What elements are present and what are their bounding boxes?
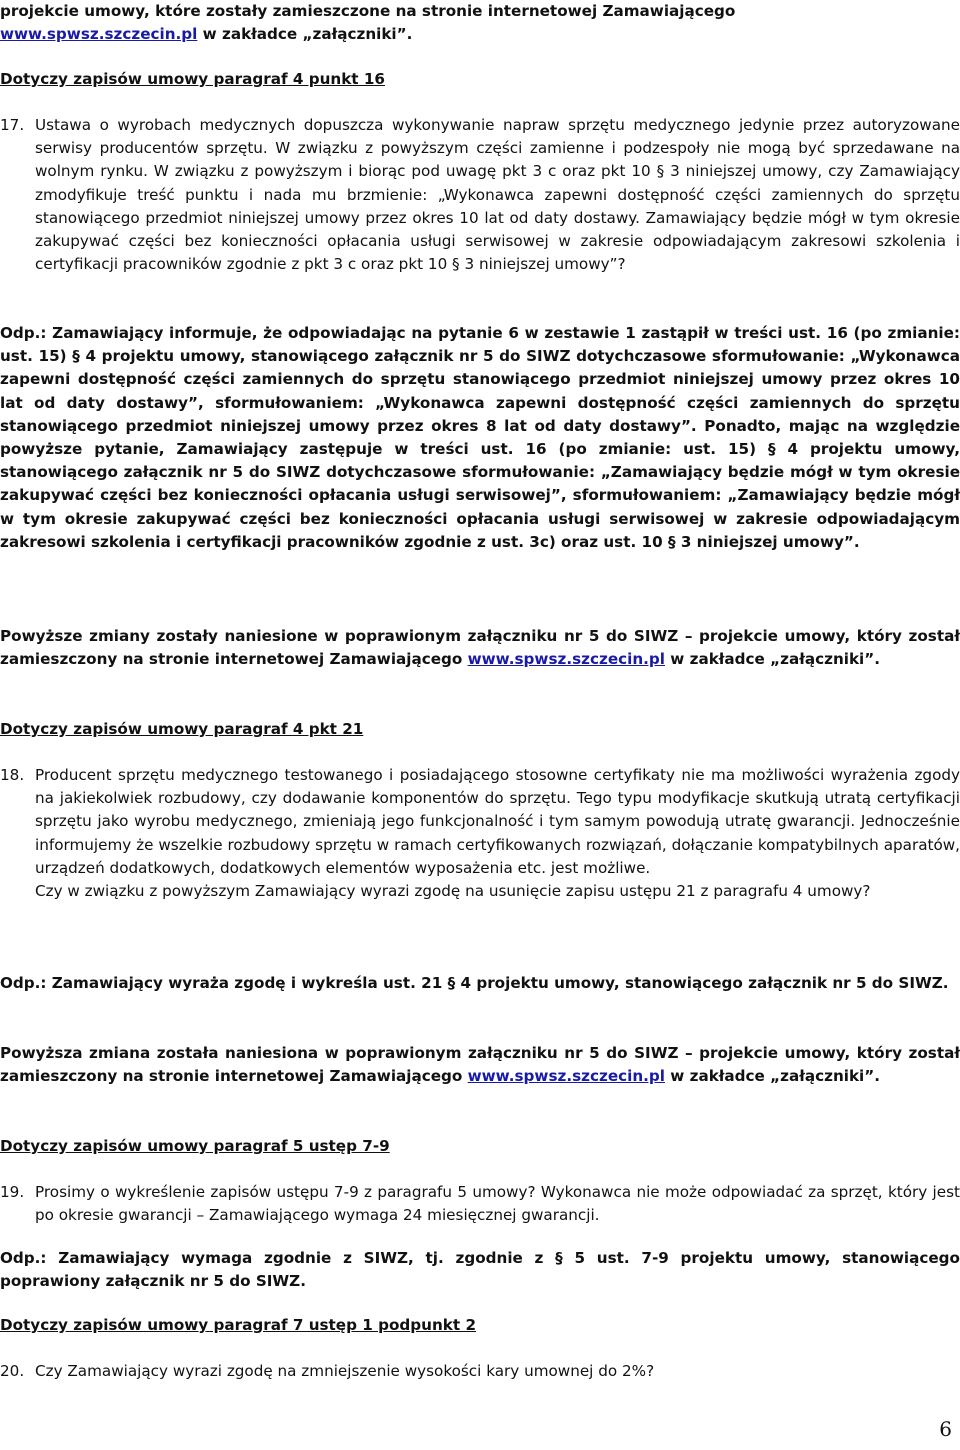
intro-text-rest: w zakładce „załączniki”. [197, 25, 413, 44]
note-18 [0, 1042, 960, 1088]
section-heading-4-16: Dotyczy zapisów umowy paragraf 4 punkt 16 [0, 70, 385, 88]
question-text: Ustawa o wyrobach medycznych dopuszcza wykonywanie napraw sprzętu medycznego jedynie przez autoryzowane serwisy producentów sprzętu. W związku z powyższym części zamienne i podzespoły nie mogą być sprzedawane na wolnym rynku. W związku z powyższym i biorąc pod uwagę pkt 3 c oraz pkt 10 § 3 niniejszej umowy, czy Zamawiający zmodyfikuje treść punktu i nada mu brzmienie: „Wykonawca zapewni dostępność części zamiennych do sprzętu stanowiącego przedmiot niniejszej umowy przez okres 10 lat od daty dostawy. Zamawiający będzie mógł w tym okresie zakupywać części bez konieczności opłacania usługi serwisowej w zakresie odpowiadającym zakresowi szkolenia i certyfikacji pracowników zgodnie z pkt 3 c oraz pkt 10 § 3 niniejszej umowy”? [35, 116, 960, 274]
note-text: Powyższa zmiana została naniesiona w poprawionym załączniku nr 5 do SIWZ – projekcie umowy, który został zamieszczony na stronie internetowej Zamawiającego [0, 1044, 960, 1086]
question-number: 20. [0, 1362, 25, 1380]
note-text-rest: w zakładce „załączniki”. [665, 650, 881, 669]
question-text: Prosimy o wykreślenie zapisów ustępu 7-9 z paragrafu 5 umowy? Wykonawca nie może odpowiadać za sprzęt, który jest po okresie gwarancji – Zamawiającego wymaga 24 miesięcznej gwarancji. [35, 1183, 960, 1225]
intro-paragraph [0, 0, 960, 46]
note-17 [0, 625, 960, 671]
page-number: 6 [939, 1417, 952, 1441]
intro-text: projekcie umowy, które zostały zamieszczone na stronie internetowej Zamawiającego [0, 2, 736, 20]
question-text-part2: Czy w związku z powyższym Zamawiający wyrazi zgodę na usunięcie zapisu ustępu 21 z paragrafu 4 umowy? [35, 882, 871, 901]
note-link[interactable]: www.spwsz.szczecin.pl [467, 1067, 665, 1086]
question-number: 18. [0, 766, 25, 784]
question-text [35, 764, 960, 903]
section-heading-7-1-2: Dotyczy zapisów umowy paragraf 7 ustęp 1 podpunkt 2 [0, 1316, 477, 1334]
question-number: 17. [0, 116, 25, 134]
section-heading-4-21: Dotyczy zapisów umowy paragraf 4 pkt 21 [0, 720, 364, 738]
note-link[interactable]: www.spwsz.szczecin.pl [467, 650, 665, 669]
intro-link[interactable]: www.spwsz.szczecin.pl [0, 25, 198, 44]
note-text: Powyższe zmiany zostały naniesione w poprawionym załączniku nr 5 do SIWZ – projekcie umowy, który został zamieszczony na stronie internetowej Zamawiającego [0, 627, 960, 669]
question-text-part1: Producent sprzętu medycznego testowanego i posiadającego stosowne certyfikaty nie ma możliwości wyrażenia zgody na jakiekolwiek rozbudowy, czy dodawanie komponentów do sprzętu. Tego typu modyfikacje skutkują utratą certyfikacji sprzętu jako wyrobu medycznego, zmieniają jego funkcjonalność i tym samym powodują utratę gwarancji. Jednocześnie informujemy że wszelkie rozbudowy sprzętu w ramach certyfikowanych rozwiązań, dołączanie kompatybilnych aparatów, urządzeń dodatkowych, dodatkowych elementów wyposażenia etc. jest możliwe. [35, 766, 960, 877]
note-text-rest: w zakładce „załączniki”. [665, 1067, 881, 1086]
answer-17: Odp.: Zamawiający informuje, że odpowiadając na pytanie 6 w zestawie 1 zastąpił w treści ust. 16 (po zmianie: ust. 15) § 4 projektu umowy, stanowiącego załącznik nr 5 do SIWZ dotychczasowe sformułowanie: „Wykonawca zapewni dostępność części zamiennych do sprzętu stanowiącego przedmiot niniejszej umowy przez okres 10 lat od daty dostawy”, sformułowaniem: „Wykonawca zapewni dostępność części zamiennych do sprzętu stanowiącego przedmiot niniejszej umowy przez okres 8 lat od daty dostawy”. Ponadto, mając na względzie powyższe pytanie, Zamawiający zastępuje w treści ust. 16 (po zmianie: ust. 15) § 4 projektu umowy, stanowiącego załącznik nr 5 do SIWZ dotychczasowe sformułowanie: „Zamawiający będzie mógł w tym okresie zakupywać części bez konieczności opłacania usługi serwisowej”, sformułowaniem: „Zamawiający będzie mógł w tym okresie zakupywać części bez konieczności opłacania usługi serwisowej w zakresie odpowiadającym zakresowi szkolenia i certyfikacji pracowników zgodnie z ust. 3c) oraz ust. 10 § 3 niniejszej umowy”. [0, 324, 960, 551]
answer-18: Odp.: Zamawiający wyraża zgodę i wykreśla ust. 21 § 4 projektu umowy, stanowiącego załącznik nr 5 do SIWZ. [0, 974, 949, 992]
answer-19: Odp.: Zamawiający wymaga zgodnie z SIWZ, tj. zgodnie z § 5 ust. 7-9 projektu umowy, stanowiącego poprawiony załącznik nr 5 do SIWZ. [0, 1249, 960, 1291]
section-heading-5-7-9: Dotyczy zapisów umowy paragraf 5 ustęp 7-9 [0, 1137, 390, 1155]
question-number: 19. [0, 1183, 25, 1201]
question-text: Czy Zamawiający wyrazi zgodę na zmniejszenie wysokości kary umownej do 2%? [35, 1362, 655, 1380]
